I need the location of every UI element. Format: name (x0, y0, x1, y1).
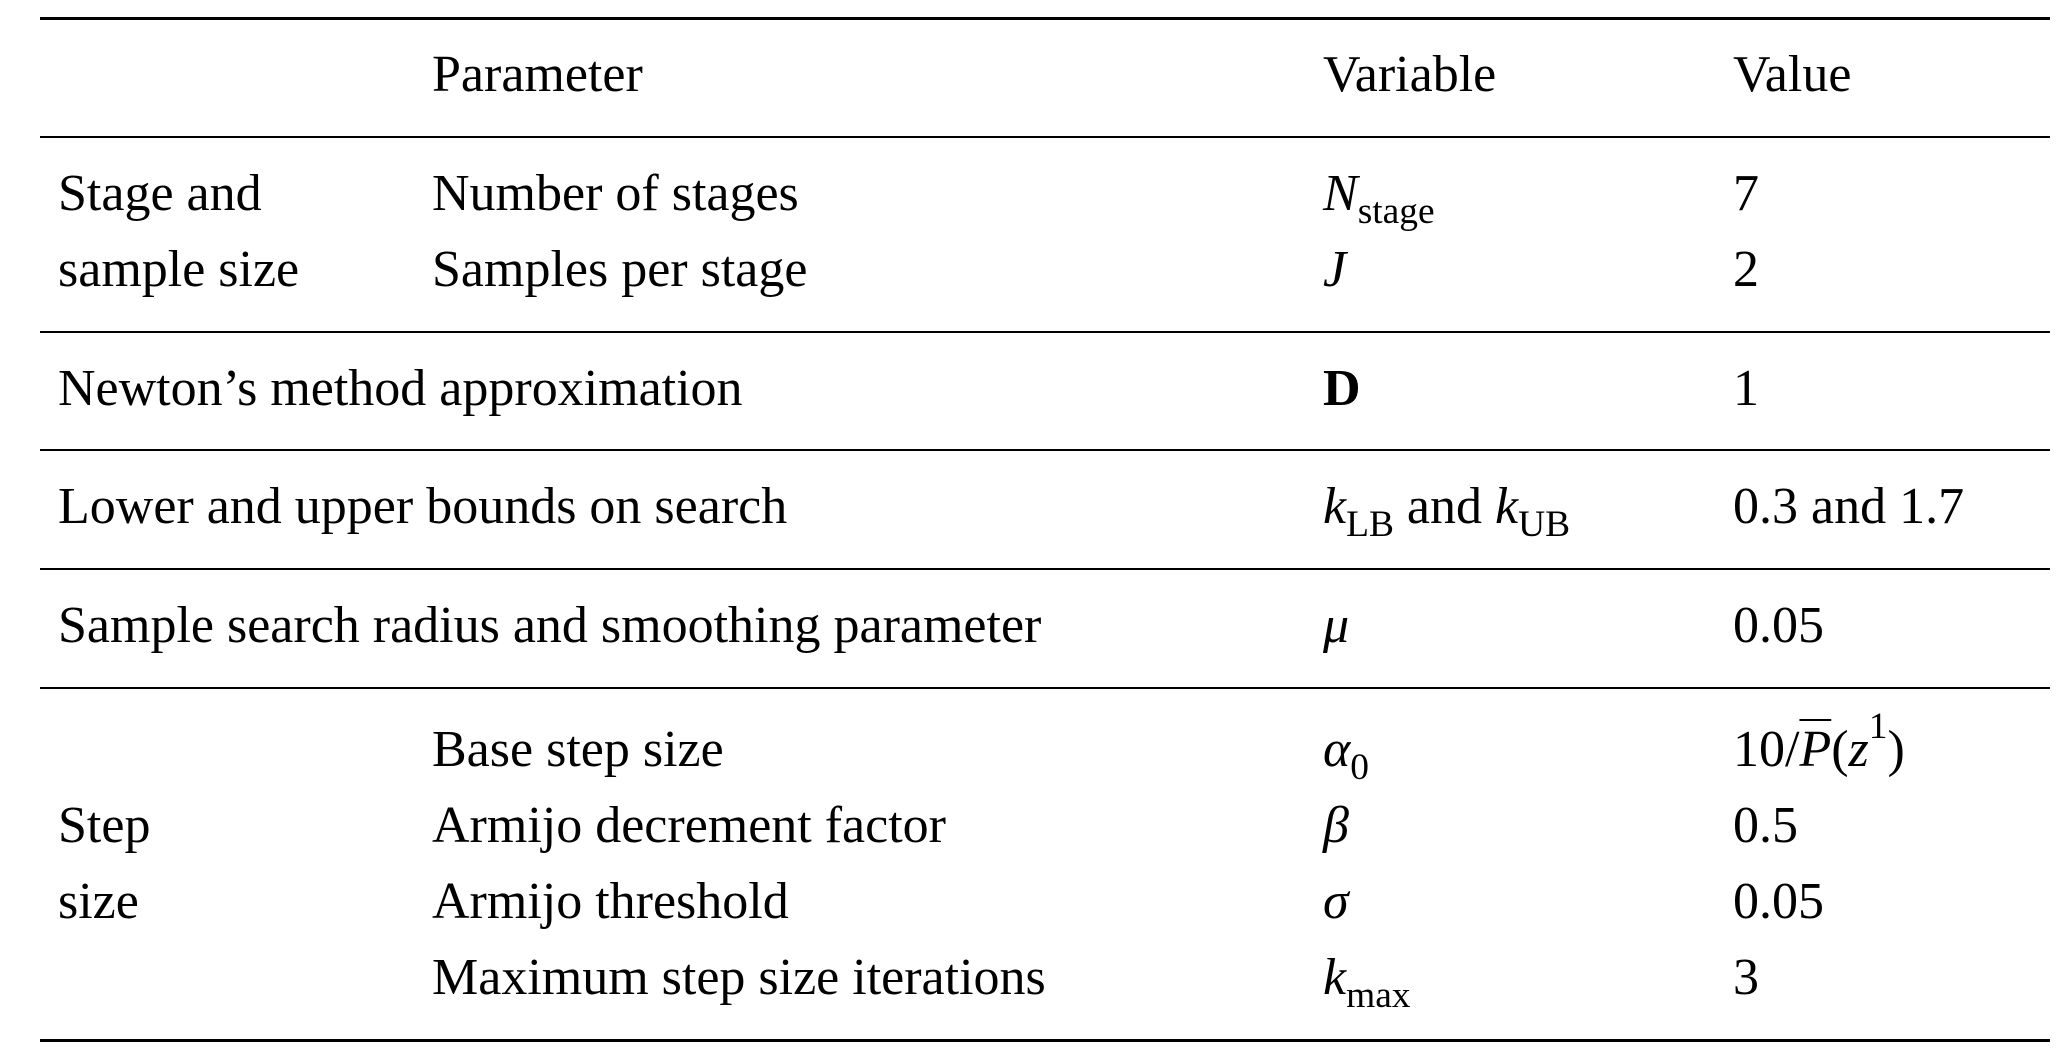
group-label-stage-line2: sample size (58, 241, 300, 298)
value-search-radius: 0.05 (1733, 597, 1824, 654)
group-rule-4 (40, 687, 2050, 689)
var-d: D (1323, 360, 1361, 417)
top-rule (40, 17, 2050, 20)
value-base-step-sup: 1 (1868, 705, 1888, 747)
var-n-stage-sub: stage (1357, 191, 1435, 233)
var-j: J (1323, 241, 1347, 298)
var-k-bounds (1323, 477, 1571, 546)
header-rule (40, 136, 2050, 138)
var-k-max-sub: max (1346, 975, 1411, 1017)
var-sigma: σ (1323, 873, 1349, 930)
var-alpha0-base: α (1323, 721, 1351, 778)
group-label-stage-line1: Stage and (58, 165, 262, 222)
bottom-rule (40, 1039, 2050, 1042)
value-bounds: 0.3 and 1.7 (1733, 478, 1965, 535)
value-armijo-threshold: 0.05 (1733, 873, 1824, 930)
var-alpha0 (1323, 720, 1370, 789)
group-label-step-line2: size (58, 873, 139, 930)
value-max-step-iterations: 3 (1733, 949, 1759, 1006)
param-max-step-iterations: Maximum step size iterations (432, 949, 1046, 1006)
group-rule-2 (40, 449, 2050, 451)
header-value: Value (1733, 46, 1852, 103)
value-base-step-prefix: 10/ (1733, 721, 1800, 778)
var-alpha0-sub: 0 (1350, 747, 1370, 789)
value-base-step-z: z (1848, 721, 1869, 778)
var-n-stage-base: N (1323, 165, 1358, 222)
var-k-ub-base: k (1495, 478, 1519, 535)
param-search-radius: Sample search radius and smoothing parameter (58, 597, 1042, 654)
value-armijo-decrement: 0.5 (1733, 797, 1798, 854)
var-k-lb-sub: LB (1346, 504, 1394, 546)
header-variable: Variable (1323, 46, 1497, 103)
group-rule-3 (40, 568, 2050, 570)
value-base-step-paren-open: ( (1831, 721, 1849, 778)
var-k-max (1323, 948, 1411, 1017)
var-mu: μ (1323, 597, 1350, 654)
var-k-ub-sub: UB (1518, 504, 1571, 546)
value-base-step-size (1733, 705, 1905, 780)
value-base-step-paren-close: ) (1887, 721, 1905, 778)
param-armijo-threshold: Armijo threshold (432, 873, 789, 930)
var-k-and: and (1393, 478, 1496, 535)
param-newton-approx: Newton’s method approximation (58, 360, 743, 417)
var-n-stage (1323, 164, 1435, 233)
var-k-lb-base: k (1323, 478, 1347, 535)
value-newton-approx: 1 (1733, 360, 1759, 417)
value-number-of-stages: 7 (1733, 165, 1759, 222)
var-beta: β (1323, 797, 1349, 854)
param-number-of-stages: Number of stages (432, 165, 799, 222)
param-armijo-decrement: Armijo decrement factor (432, 797, 946, 854)
header-parameter: Parameter (432, 46, 643, 103)
param-samples-per-stage: Samples per stage (432, 241, 808, 298)
group-rule-1 (40, 331, 2050, 333)
group-label-step-line1: Step (58, 797, 151, 854)
value-samples-per-stage: 2 (1733, 241, 1759, 298)
param-base-step-size: Base step size (432, 721, 724, 778)
param-bounds: Lower and upper bounds on search (58, 478, 788, 535)
var-k-max-base: k (1323, 949, 1347, 1006)
value-base-step-pbar: $\overline{P}$ (1799, 721, 1832, 778)
